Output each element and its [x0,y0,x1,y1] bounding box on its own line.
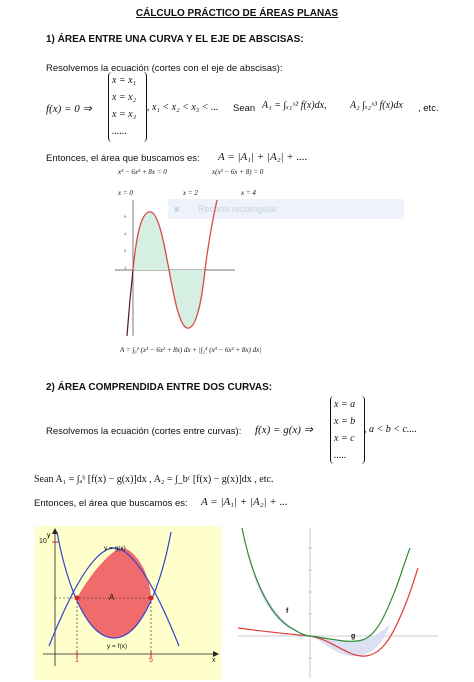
system-row: x = b [334,416,356,427]
y-tick-label: 1 [124,265,127,270]
section1-lhs: f(x) = 0 ⇒ [46,103,92,115]
section2-area-text: Entonces, el área que buscamos es: [34,498,188,509]
system-row: ..... [334,450,347,461]
system-row: x = x₂ [112,92,137,103]
section1-system [108,72,147,142]
f-curve-label: f [286,608,289,615]
x-axis-label: x [212,657,216,664]
y-axis-label: y [47,533,51,539]
formula-a1: A₁ = ∫ₓ₁ˣ² f(x)dx, [262,100,327,111]
x-tick-label: 5 [149,657,153,664]
equation-cubic: x³ − 6x² + 8x = 0 [118,168,167,176]
section2-intro: Resolvemos la ecuación (cortes entre curvas): [46,426,242,437]
system-row: x = x₃ [112,109,137,120]
g-curve-label: g [351,633,356,640]
formula-a2: A₂ ∫ₓ₂ˣ³ f(x)dx [350,100,403,111]
g-curve-label: y = g(x) [104,545,126,552]
section1-etc: , etc. [418,103,439,114]
section2-order: , a < b < c.... [364,424,417,435]
two-curves-graph [35,526,221,680]
section1-intro: Resolvemos la ecuación (cortes con el eje de abscisas): [46,63,283,74]
system-row: x = x₁ [112,75,137,86]
crop-overlay-label: Recorte rectangular [197,204,277,214]
section1-area-text: Entonces, el área que buscamos es: [46,153,200,164]
section1-order: , x₁ < x₂ < x₃ < ... [147,102,219,113]
system-row: x = a [334,399,356,410]
section1-heading: 1) ÁREA ENTRE UNA CURVA Y EL EJE DE ABSCISAS: [46,34,304,45]
section2-system [330,396,365,464]
root-label: x = 4 [241,189,256,197]
y-tick-label: 3 [124,248,127,253]
section1-sean: Sean [233,103,256,114]
system-row: x = c [334,433,355,444]
page-title: CÁLCULO PRÁCTICO DE ÁREAS PLANAS [135,8,339,19]
system-row: ...... [112,126,127,137]
y-top-label: 10 [39,538,47,545]
region-label: A [109,593,115,602]
y-tick-label: 4 [124,231,127,236]
section2-heading: 2) ÁREA COMPRENDIDA ENTRE DOS CURVAS: [46,382,273,393]
equation-factored: x(x² − 6x + 8) = 0 [212,168,264,176]
curve-f [242,528,410,641]
crop-icon: ■ [174,204,180,214]
f-curve-label: y = f(x) [107,643,128,650]
y-tick-label: 9 [124,214,127,219]
section2-area-formula: A = |A₁| + |A₂| + ... [201,496,288,508]
root-label: x = 0 [118,189,133,197]
section2-lhs: f(x) = g(x) ⇒ [255,424,313,436]
final-area-formula: A = ∫₀² (x³ − 6x² + 8x) dx + |∫₂⁴ (x³ − 6x² + 8x) dx| [120,346,262,354]
f-g-graph [238,528,438,678]
intersection-point [149,596,154,601]
x-tick-label: 1 [75,657,79,664]
intersection-point [75,596,80,601]
cubic-graph [115,198,235,338]
root-label: x = 2 [183,189,198,197]
section1-area-formula: A = |A₁| + |A₂| + .... [218,151,308,163]
section2-sean-formula: Sean A₁ = ∫ₐᵇ [f(x) − g(x)]dx , A₂ = ∫_bᶜ [f(x) − g(x)]dx , etc. [34,474,274,485]
curve-left-segment [127,270,133,336]
